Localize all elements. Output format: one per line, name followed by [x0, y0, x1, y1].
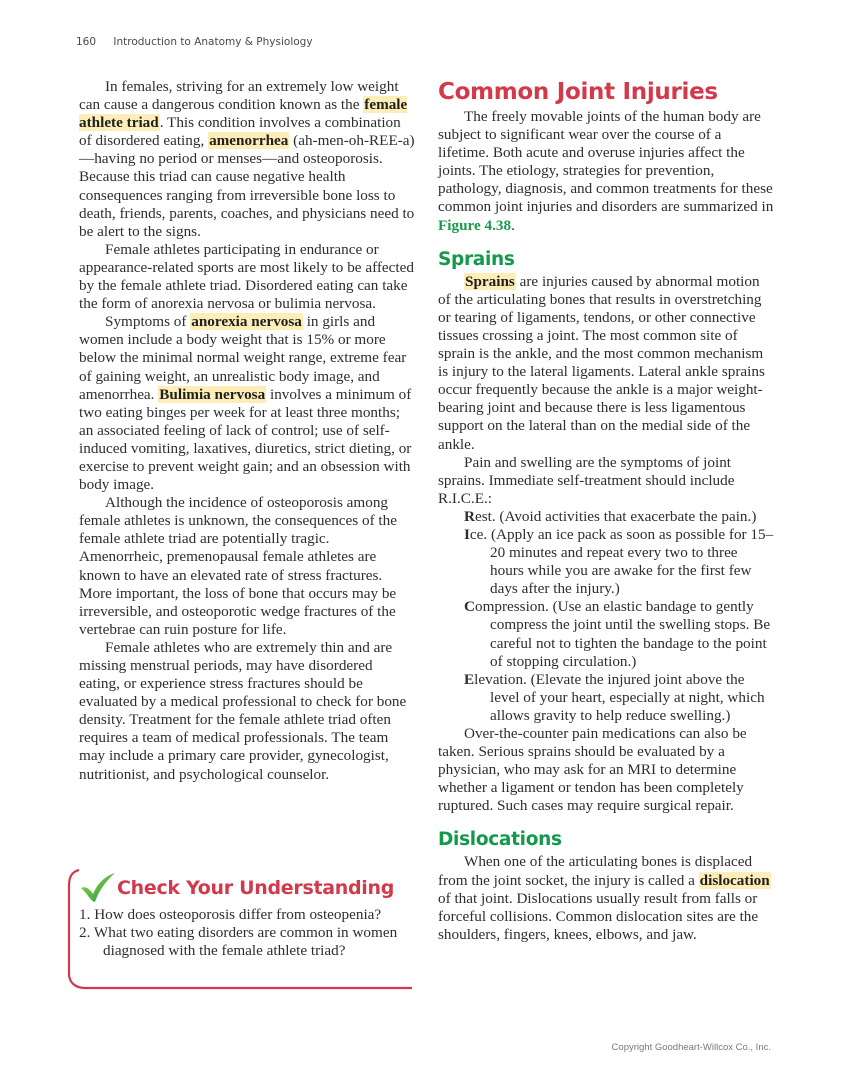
right-column [438, 78, 774, 944]
paragraph-sprains-definition [438, 273, 774, 454]
rice-letter: R [464, 507, 475, 525]
text: are injuries caused by abnormal motion of the articulating bones that results in overstretching or tearing of ligaments, tendons, or other connective tissues crossing a joint. The most common site of sprain is the ankle, and the most common mechanism is injury to the lateral ligaments. Lateral ankle sprains occur frequently because the ankle is a major weight-bearing joint and because there is less ligamentous support on the lateral than on the medial side of the ankle. [438, 272, 765, 453]
key-term-amenorrhea[interactable]: amenorrhea [209, 132, 289, 150]
rice-item-compression [464, 598, 774, 670]
rice-item-rest [464, 507, 774, 526]
text: in girls and women include a body weight that is 15% or more below the minimal normal weight range, extreme fear of gaining weight, an unrealistic body image, and amenorrhea. [79, 313, 407, 403]
copyright-footer: Copyright Goodheart-Willcox Co., Inc. [611, 1042, 771, 1053]
paragraph-treatment: Female athletes who are extremely thin and are missing menstrual periods, may have disordered eating, or experience stress fractures should be evaluated by a medical professional to check for bone density. Treatment for the female athlete triad often requires a team of medical professionals. The team may include a primary care provider, gynecologist, nutritionist, and psychological counselor. [79, 638, 407, 783]
rice-text: ce. (Apply an ice pack as soon as possible for 15–20 minutes and repeat every two to three hours while you are awake for the first few days after the injury.) [469, 525, 774, 598]
rice-letter: I [464, 525, 470, 543]
rice-text: est. (Avoid activities that exacerbate the pain.) [474, 507, 757, 525]
left-column [79, 78, 415, 784]
text: of that joint. Dislocations usually result from falls or forceful collisions. Common dislocation sites are the shoulders, fingers, knees, elbows, and jaw. [438, 889, 759, 943]
text: . This condition involves a combination of disordered eating, [79, 114, 401, 150]
key-term-female-athlete-triad[interactable]: female athlete triad [79, 96, 408, 132]
paragraph-dislocation-definition [438, 853, 774, 943]
checkmark-icon [79, 872, 117, 904]
check-your-understanding-box [65, 868, 412, 990]
dislocations-heading: Dislocations [438, 829, 562, 851]
text: Symptoms of [105, 313, 191, 331]
rice-item-elevation [464, 670, 774, 725]
check-title: Check Your Understanding [117, 877, 395, 899]
paragraph-joint-intro [438, 108, 774, 235]
text: involves a minimum of two eating binges per week for at least three months; an associated feeling of lack of control; use of self-induced vomiting, laxatives, diuretics, strict dieting, or exercise to prevent weight gain; and an obsession with body image. [79, 385, 412, 494]
page-number: 160 [76, 36, 97, 48]
figure-reference-link[interactable]: Figure 4.38 [438, 216, 512, 234]
rice-text: levation. (Elevate the injured joint above the level of your heart, especially at night, which allows gravity to help reduce swelling.) [474, 670, 765, 724]
paragraph-sprain-symptoms: Pain and swelling are the symptoms of joint sprains. Immediate self-treatment should include R.I.C.E.: [438, 453, 735, 507]
rice-item-ice [464, 525, 774, 598]
running-head [76, 36, 313, 48]
text: The freely movable joints of the human body are subject to significant wear over the course of a lifetime. Both acute and overuse injuries affect the joints. The etiology, strategies for prevention, pathology, diagnosis, and common treatments for these common joint injuries and disorders are summarized in [438, 108, 774, 216]
sprains-heading: Sprains [438, 248, 515, 270]
key-term-sprains[interactable]: Sprains [465, 272, 515, 290]
rice-text: ompression. (Use an elastic bandage to gently compress the joint until the swelling stops. Be careful not to tighten the bandage to the point of stopping circulation.) [474, 598, 771, 670]
question-list [79, 906, 419, 960]
text: . [511, 216, 515, 234]
rice-letter: E [464, 670, 475, 688]
book-title: Introduction to Anatomy & Physiology [113, 36, 313, 48]
text: In females, striving for an extremely low weight can cause a dangerous condition known as the [79, 78, 399, 114]
question-item: 2. What two eating disorders are common in women diagnosed with the female athlete triad? [79, 924, 398, 960]
paragraph-female-athlete-triad [79, 78, 415, 241]
paragraph-symptoms [79, 313, 415, 494]
text: When one of the articulating bones is displaced from the joint socket, the injury is called a [438, 853, 753, 889]
key-term-bulimia-nervosa[interactable]: Bulimia nervosa [159, 385, 266, 403]
paragraph-endurance-sports: Female athletes participating in endurance or appearance-related sports are most likely to be affected by the female athlete triad. Disordered eating can take the form of anorexia nervosa or bulimia nervosa. [79, 240, 414, 313]
paragraph-pain-medications: Over-the-counter pain medications can also be taken. Serious sprains should be evaluated by a physician, who may ask for an MRI to determine whether a ligament or tendon has been completely ruptured. Such cases may require surgical repair. [438, 725, 747, 815]
question-item: 1. How does osteoporosis differ from osteopenia? [79, 906, 382, 923]
key-term-dislocation[interactable]: dislocation [699, 871, 770, 889]
rice-letter: C [464, 598, 475, 616]
rice-list [438, 508, 774, 725]
section-title: Common Joint Injuries [438, 79, 718, 105]
text: (ah-men-oh-REE-a)—having no period or menses—and osteoporosis. Because this triad can cause negative health consequences ranging from irreversible bone loss to death, friends, parents, coaches, and physicians need to be alert to the signs. [79, 132, 415, 240]
paragraph-osteoporosis-incidence: Although the incidence of osteoporosis among female athletes is unknown, the consequences of the female athlete triad are potentially tragic. Amenorrheic, premenopausal female athletes are known to have an elevated rate of stress fractures. More important, the loss of bone that occurs may be irreversible, and osteoporotic wedge fractures of the vertebrae can ruin posture for life. [79, 494, 397, 638]
key-term-anorexia-nervosa[interactable]: anorexia nervosa [191, 313, 302, 331]
